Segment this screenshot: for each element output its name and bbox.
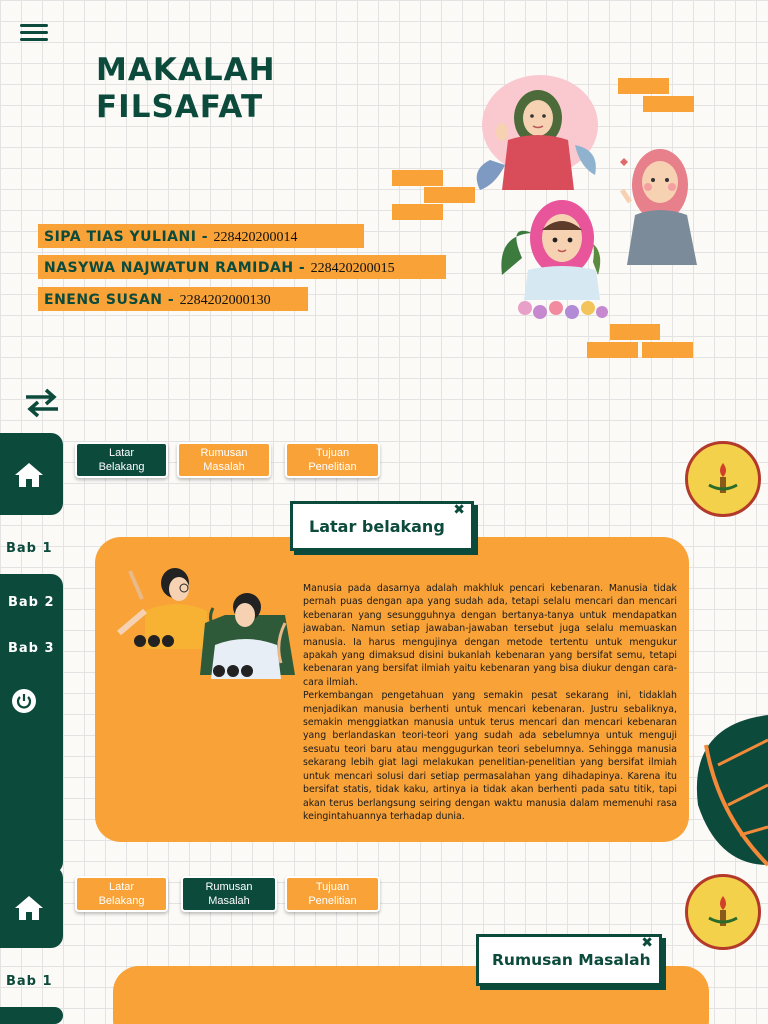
home-icon[interactable]: [14, 461, 44, 489]
sidebar-item-bab-3[interactable]: Bab 3: [8, 641, 55, 656]
hamburger-menu-icon[interactable]: [20, 24, 48, 44]
close-icon[interactable]: ✖: [641, 935, 653, 951]
home-nav-block[interactable]: [0, 866, 63, 948]
home-nav-block[interactable]: [0, 433, 63, 515]
author-row: [38, 255, 446, 279]
author-nim: 228420200014: [213, 230, 298, 245]
tab-label: Rumusan Masalah: [205, 881, 253, 907]
section-heading-text: Rumusan Masalah: [492, 951, 651, 969]
author-nim: 228420200015: [310, 261, 395, 276]
decor-brick: [392, 204, 443, 220]
author-row: [38, 224, 364, 248]
decor-brick: [587, 342, 638, 358]
sidebar-item-bab-2[interactable]: Bab 2: [8, 595, 55, 610]
home-icon[interactable]: [14, 894, 44, 922]
tab-label: Tujuan Penelitian: [308, 881, 357, 907]
author-nim: 2284202000130: [179, 293, 271, 308]
university-seal-logo: [685, 441, 761, 517]
tab-label: Latar Belakang: [98, 447, 145, 473]
author-name: NASYWA NAJWATUN RAMIDAH -: [44, 260, 311, 276]
sidebar-item-bab-1[interactable]: Bab 1: [6, 974, 53, 989]
tab-rumusan-masalah[interactable]: [177, 442, 271, 478]
tab-label: Tujuan Penelitian: [308, 447, 357, 473]
paragraph: Perkembangan pengetahuan yang semakin pesat sekarang ini, tidaklah menjadikan manusia berhenti untuk mencari kebenaran. Justru sebaliknya, semakin menggiatkan manusia untuk terus mencari dan mencari kebenaran yang berlandaskan teori-teori yang sudah ada sebelumnya untuk menguji sesuatu teori baru atau menggugurkan teori sebelumnya. Sehingga manusia sekarang lebih giat lagi melakukan penelitian-penelitian yang bersifat ilmiah untuk mencari solusi dari setiap permasalahan yang dihadapinya. Karena itu bersifat statis, tidak kaku, artinya ia tidak akan berhenti pada satu titik, tapi akan terus berlangsung seiring dengan waktu manusia dalam memenuhi rasa keingintahuannya terhadap dunia.: [303, 690, 677, 822]
section-heading-latar-belakang: [290, 501, 474, 551]
latar-belakang-text: [303, 582, 677, 823]
page-title: [96, 52, 276, 126]
people-discussion-illustration: [105, 563, 295, 683]
title-line-2: FILSAFAT: [96, 89, 264, 125]
swap-arrows-icon[interactable]: [22, 388, 62, 418]
sidebar-panel: [0, 1007, 63, 1024]
paragraph: Manusia pada dasarnya adalah makhluk pencari kebenaran. Manusia tidak pernah puas dengan apa yang sudah ada, tetapi selalu mencari dan mencari kebenaran yang sesungguhnya dengan bertanya-tanya untuk mendapatkan jawaban. Namun setiap jawaban-jawaban tersebut juga selalu memuaskan manusia. Ia harus mengujinya dengan metode tertentu untuk mengukur apakah yang dimaksud disini bukanlah kebenaran yang bersifat semu, tetapi kebenaran yang bersifat ilmiah yaitu kebenaran yang bisa diukur dengan cara-cara ilmiah.: [303, 583, 677, 688]
hijab-girls-illustration: [470, 70, 702, 330]
tab-rumusan-masalah[interactable]: [181, 876, 277, 912]
tab-label: Latar Belakang: [98, 881, 145, 907]
decor-brick: [392, 170, 443, 186]
author-name: ENENG SUSAN -: [44, 292, 180, 308]
section-heading-text: Latar belakang: [309, 516, 445, 536]
sidebar-panel: [0, 574, 63, 874]
decor-brick: [642, 342, 693, 358]
tab-latar-belakang[interactable]: [75, 442, 168, 478]
tab-tujuan-penelitian[interactable]: [285, 876, 380, 912]
close-icon[interactable]: ✖: [453, 502, 465, 518]
title-line-1: MAKALAH: [96, 52, 276, 88]
torch-emblem-icon: [703, 459, 743, 499]
tab-tujuan-penelitian[interactable]: [285, 442, 380, 478]
author-name: SIPA TIAS YULIANI -: [44, 229, 214, 245]
decor-brick: [424, 187, 475, 203]
power-icon[interactable]: [11, 688, 37, 714]
leaf-decoration: [688, 705, 768, 870]
tab-label: Rumusan Masalah: [200, 447, 248, 473]
section-heading-rumusan-masalah: [476, 934, 662, 986]
tab-latar-belakang[interactable]: [75, 876, 168, 912]
author-row: [38, 287, 308, 311]
torch-emblem-icon: [703, 892, 743, 932]
university-seal-logo: [685, 874, 761, 950]
sidebar-item-bab-1[interactable]: Bab 1: [6, 541, 53, 556]
